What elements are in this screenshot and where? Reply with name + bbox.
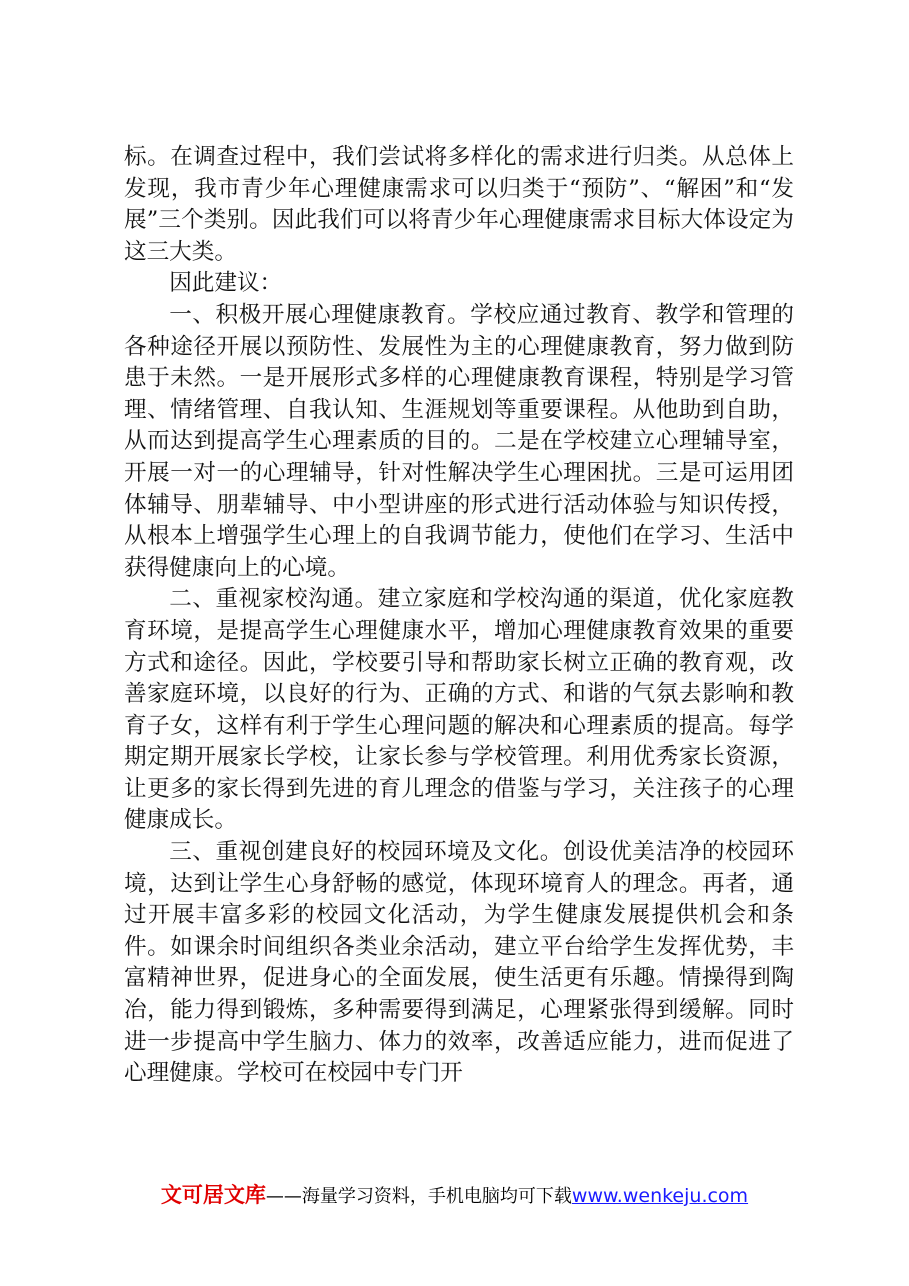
paragraph-suggestion-2: 二、重视家校沟通。建立家庭和学校沟通的渠道，优化家庭教育环境，是提高学生心理健康水平，增加心理健康教育效果的重要方式和途径。因此，学校要引导和帮助家长树立正确的教育观，改善家庭环境，以良好的行为、正确的方式、和谐的气氛去影响和教育子女，这样有利于学生心理问题的解决和心理素质的提高。每学期定期开展家长学校，让家长参与学校管理。利用优秀家长资源，让更多的家长得到先进的育儿理念的借鉴与学习，关注孩子的心理健康成长。: [124, 586, 794, 834]
paragraph-suggestion-3: 三、重视创建良好的校园环境及文化。创设优美洁净的校园环境，达到让学生心身舒畅的感觉，体现环境育人的理念。再者，通过开展丰富多彩的校园文化活动，为学生健康发展提供机会和条件。如课余时间组织各类业余活动，建立平台给学生发挥优势，丰富精神世界，促进身心的全面发展，使生活更有乐趣。情操得到陶冶，能力得到锻炼，多种需要得到满足，心理紧张得到缓解。同时进一步提高中学生脑力、体力的效率，改善适应能力，进而促进了心理健康。学校可在校园中专门开: [124, 839, 794, 1087]
paragraph-continuation: 标。在调查过程中，我们尝试将多样化的需求进行归类。从总体上发现，我市青少年心理健康需求可以归类于“预防”、“解困”和“发展”三个类别。因此我们可以将青少年心理健康需求目标大体设定为这三大类。: [124, 144, 794, 265]
document-body: [124, 142, 794, 1090]
footer-slogan: ——海量学习资料，手机电脑均可下载: [265, 1186, 572, 1207]
paragraph-suggestion-intro: 因此建议：: [169, 270, 283, 297]
paragraph-suggestion-1: 一、积极开展心理健康教育。学校应通过教育、教学和管理的各种途径开展以预防性、发展性为主的心理健康教育，努力做到防患于未然。一是开展形式多样的心理健康教育课程，特别是学习管理、情绪管理、自我认知、生涯规划等重要课程。从他助到自助，从而达到提高学生心理素质的目的。二是在学校建立心理辅导室，开展一对一的心理辅导，针对性解决学生心理困扰。三是可运用团体辅导、朋辈辅导、中小型讲座的形式进行活动体验与知识传授，从根本上增强学生心理上的自我调节能力，使他们在学习、生活中获得健康向上的心境。: [124, 301, 794, 581]
footer-brand: 文可居文库: [160, 1183, 266, 1207]
footer-site-link[interactable]: www.wenkeju.com: [571, 1185, 749, 1207]
footer-watermark: [0, 1180, 909, 1212]
